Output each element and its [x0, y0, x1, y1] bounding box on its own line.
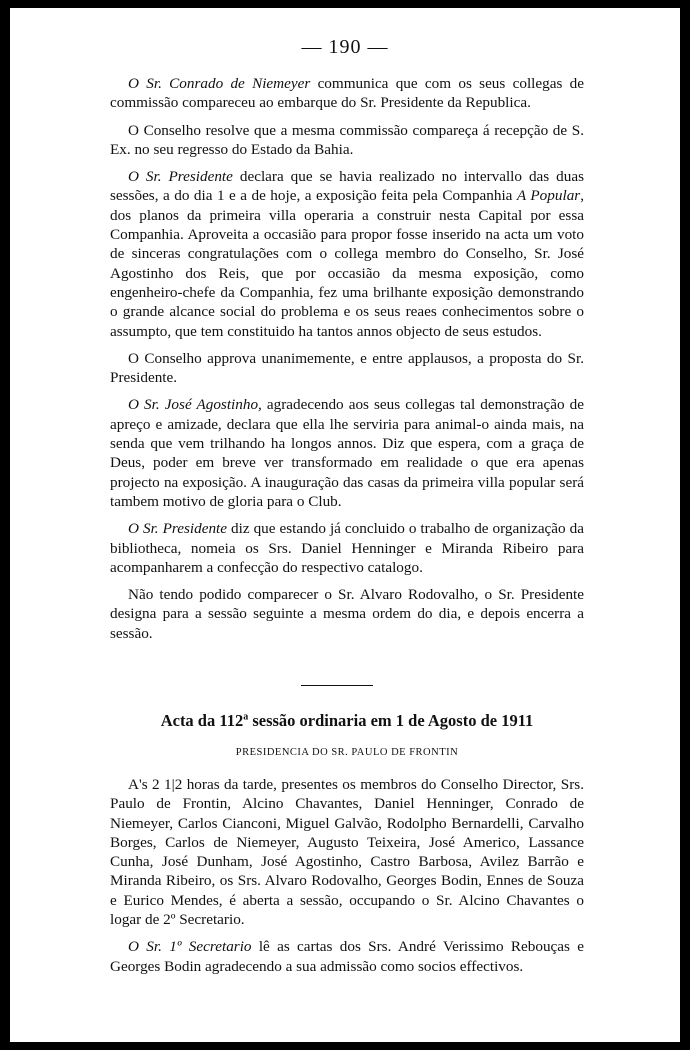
speaker-name: O Sr. Conrado de Niemeyer [128, 75, 311, 92]
paragraph: O Sr. Presidente diz que estando já concluido o trabalho de organização da bibliotheca, nomeia os Srs. Daniel Henninger e Miranda Ribeiro para acompanharem a confecção do respectivo catalogo. [110, 520, 584, 576]
paragraph: O Conselho resolve que a mesma commissão compareça á recepção de S. Ex. no seu regresso do Estado da Bahia. [110, 121, 584, 158]
page-number: — 190 — [301, 36, 389, 58]
paragraph: O Conselho approva unanimemente, e entre applausos, a proposta do Sr. Presidente. [110, 349, 584, 387]
document-page [10, 8, 680, 1042]
minutes-session-112 [110, 775, 584, 984]
paragraph: O Sr. Presidente declara que se havia realizado no intervallo das duas sessões, a do dia 1 e a de hoje, a exposição feita pela Companhia A Popular, dos planos da primeira villa operaria a construir nesta Capital por essa Companhia. Aproveita a occasião para propor fosse inserido na acta um voto de sinceras congratulações com o collega membro do Conselho, Sr. José Agostinho dos Reis, que por occasião da mesma exposição, como engenheiro-chefe da Companhia, fez uma brilhante exposição demonstrando o grande alcance social do problema e os seus reaes conhecimentos sobre o assumpto, que tem constituido ha tantos annos objecto de seus estudos. [110, 168, 585, 340]
paragraph: Não tendo podido comparecer o Sr. Alvaro Rodovalho, o Sr. Presidente designa para a sessão seguinte a mesma ordem do dia, e depois encerra a sessão. [110, 586, 584, 642]
presidency-line: PRESIDENCIA DO SR. PAULO DE FRONTIN [235, 747, 459, 758]
paragraph: O Sr. Conrado de Niemeyer communica que com os seus collegas de commissão compareceu ao embarque do Sr. Presidente da Republica. [110, 75, 584, 112]
section-divider [301, 685, 373, 686]
speaker-name: O Sr. Presidente [128, 520, 227, 538]
speaker-name: O Sr. José Agostinho, [128, 396, 262, 414]
company-name: A Popular [516, 187, 581, 205]
paragraph: O Sr. José Agostinho, agradecendo aos seus collegas tal demonstração de apreço e amizade, declara que ella lhe serviria para animal-o ainda mais, na senda que vem trilhando ha longos annos. Diz que espera, com a graça de Deus, poder em breve ver transformado em realidade o que era apenas projecto na exposição. A inauguração das casas da primeira villa popular será tambem motivo de gloria para o Club. [110, 396, 584, 510]
minutes-continuation [110, 74, 584, 651]
paragraph: O Sr. 1º Secretario lê as cartas dos Srs. André Verissimo Rebouças e Georges Bodin agradecendo a sua admissão como socios effectivos. [110, 938, 584, 975]
paragraph: A's 2 1|2 horas da tarde, presentes os membros do Conselho Director, Srs. Paulo de Frontin, Alcino Chavantes, Daniel Henninger, Conrado de Niemeyer, Carlos Cianconi, Miguel Galvão, Rodolpho Bernardelli, Carvalho Borges, Carlos de Niemeyer, Augusto Teixeira, José Americo, Lassance Cunha, José Dunham, José Agostinho, Castro Barbosa, Avilez Barrão e Miranda Ribeiro, os Srs. Alvaro Rodovalho, Georges Bodin, Ennes de Souza e Eurico Mendes, é aberta a sessão, occupando o Sr. Alcino Chavantes o logar de 2º Secretario. [110, 776, 584, 929]
speaker-name: O Sr. Presidente [128, 168, 233, 186]
speaker-name: O Sr. 1º Secretario [128, 938, 252, 956]
section-heading: Acta da 112$^a$ sessão ordinaria em 1 de Agosto de 1911 [160, 711, 534, 730]
